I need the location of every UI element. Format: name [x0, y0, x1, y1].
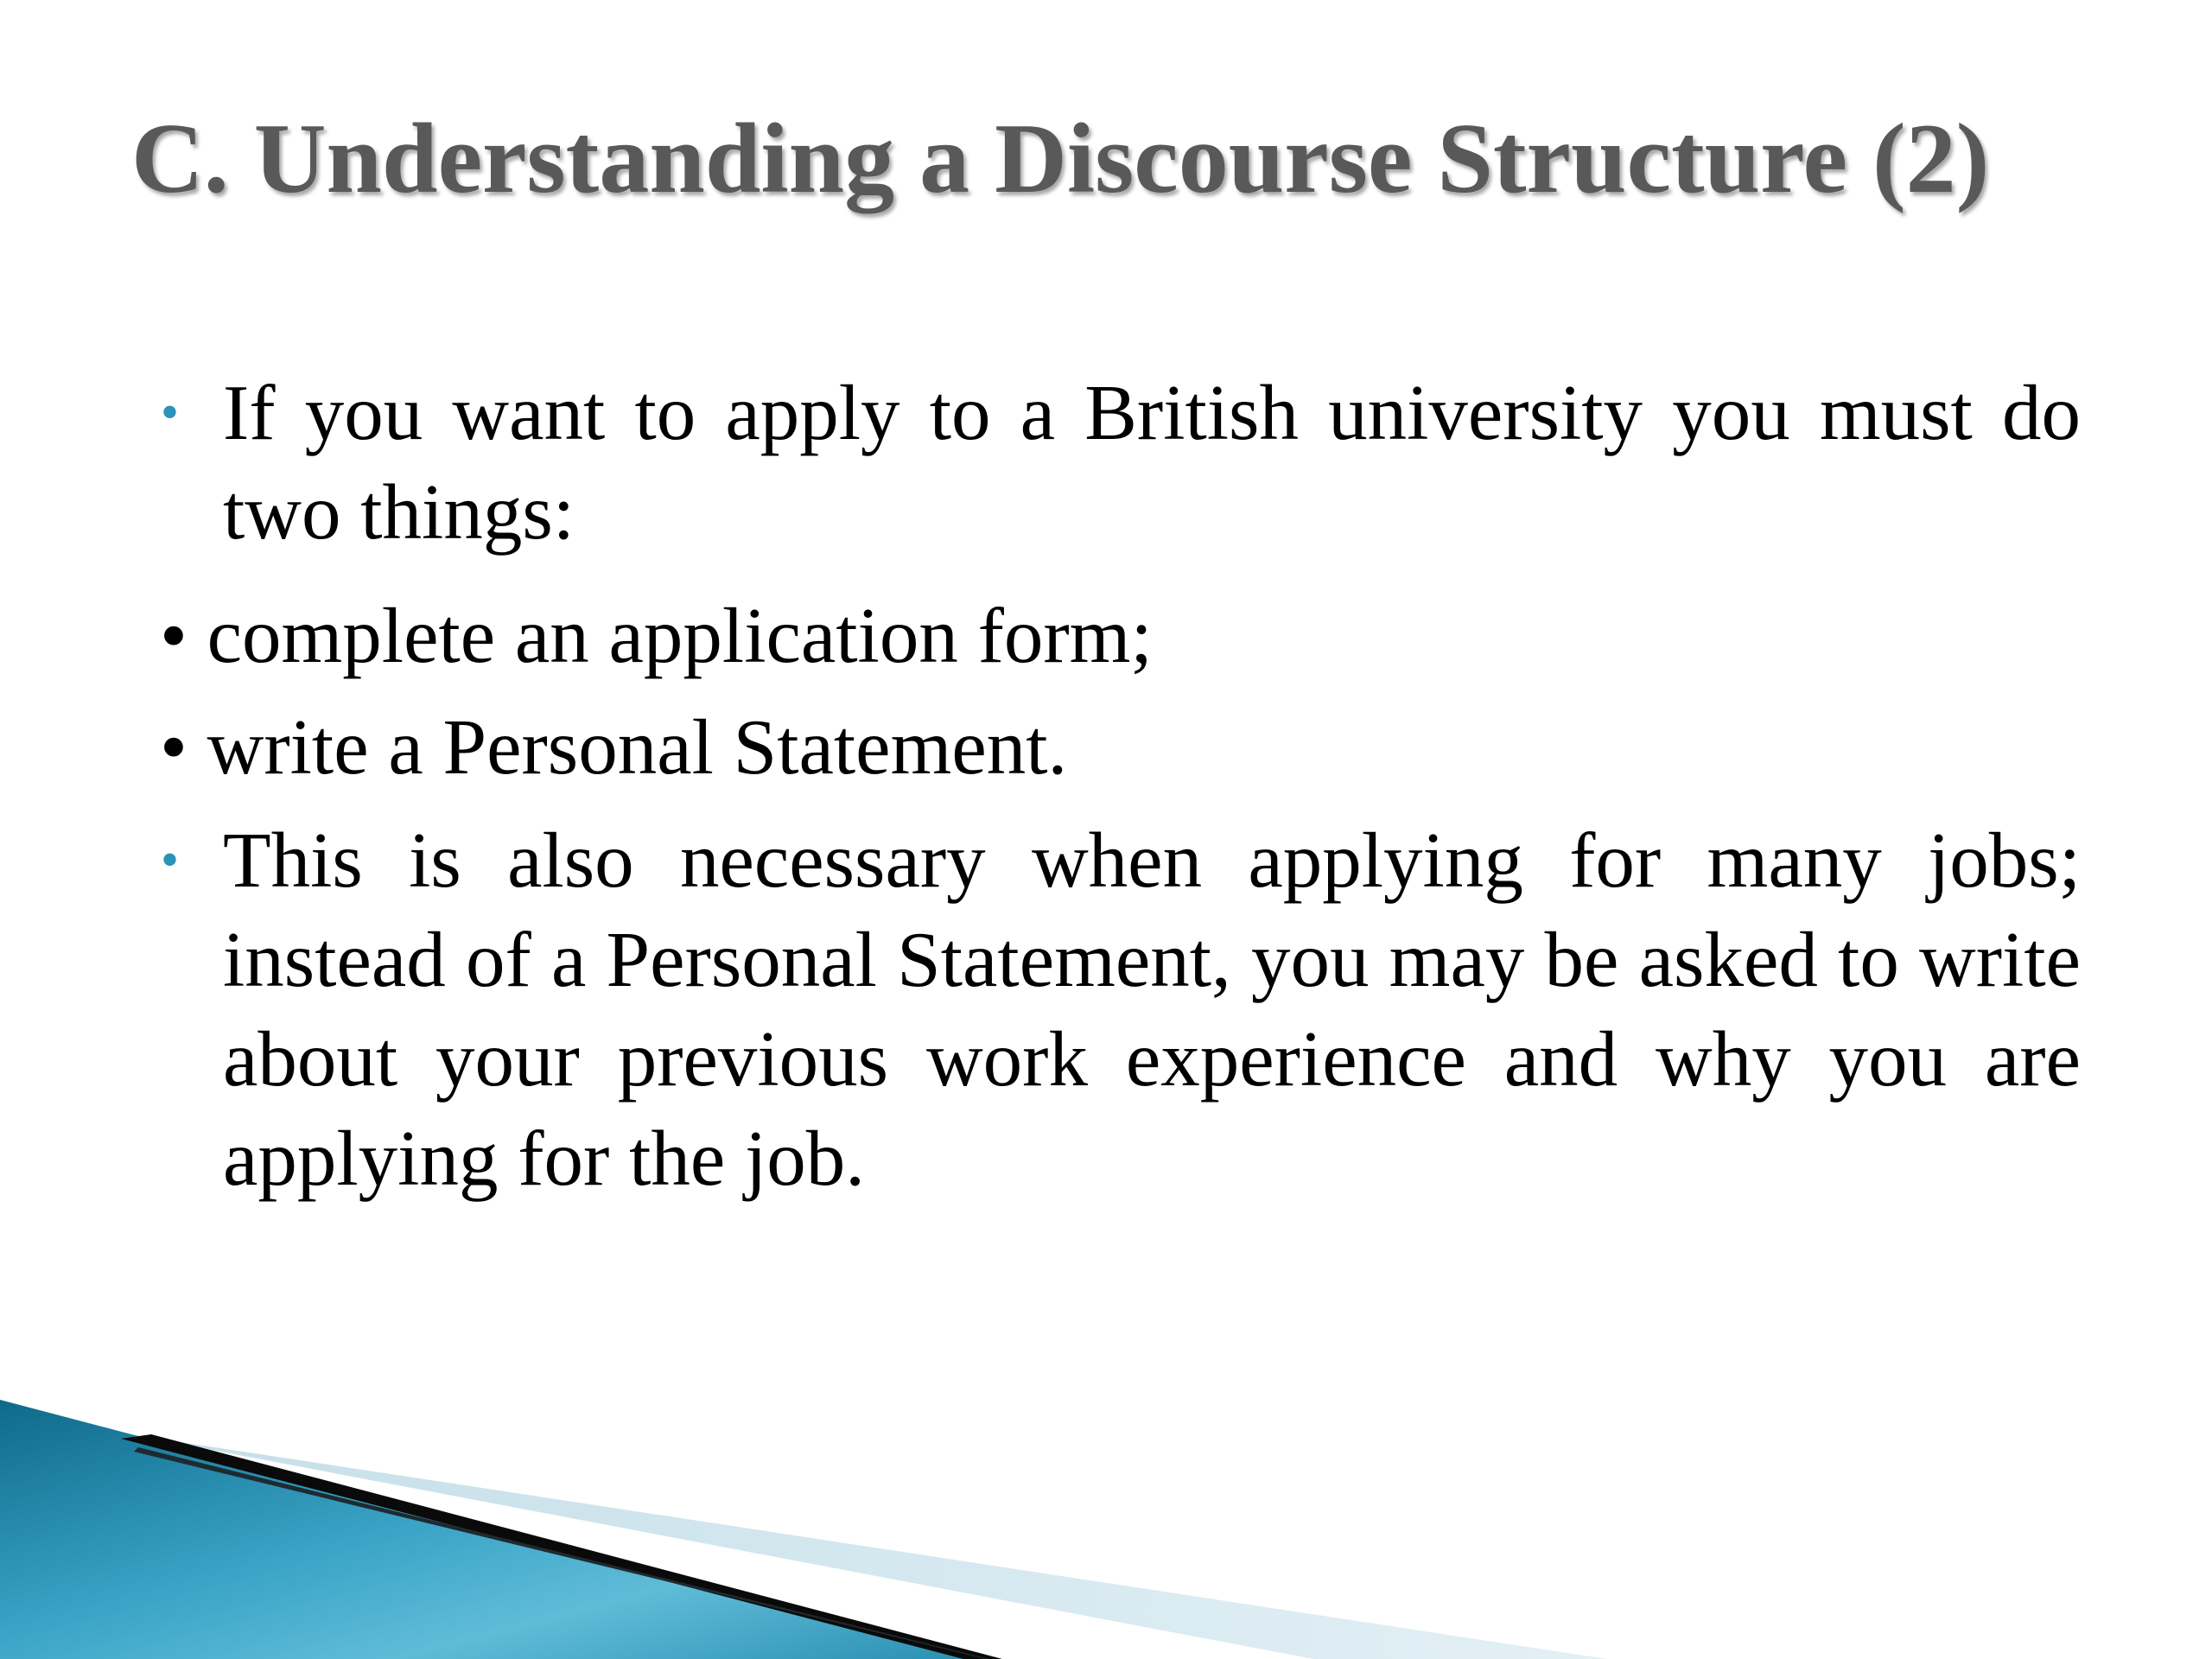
bullet-item [161, 363, 2081, 562]
sub-item: • write a Personal Statement. [160, 703, 1068, 791]
swoosh-dark-band [121, 1434, 1002, 1659]
bullet-text: If you want to apply to a British university you must do two things: [223, 369, 2081, 556]
swoosh-dark-band-inner [134, 1447, 989, 1659]
bullet-marker: • [161, 384, 180, 441]
slide-title: C. Understanding a Discourse Structure (2) [131, 104, 1990, 214]
swoosh-blue-band [0, 1400, 985, 1659]
bullet-item [161, 810, 2081, 1208]
swoosh-light-band [130, 1434, 1607, 1659]
bullet-marker: • [161, 831, 180, 888]
bullet-text: This is also necessary when applying for many jobs; instead of a Personal Statement, you may be asked to write about your previous work experience and why you are applying for the job. [223, 817, 2081, 1202]
sub-item: • complete an application form; [160, 592, 1153, 679]
